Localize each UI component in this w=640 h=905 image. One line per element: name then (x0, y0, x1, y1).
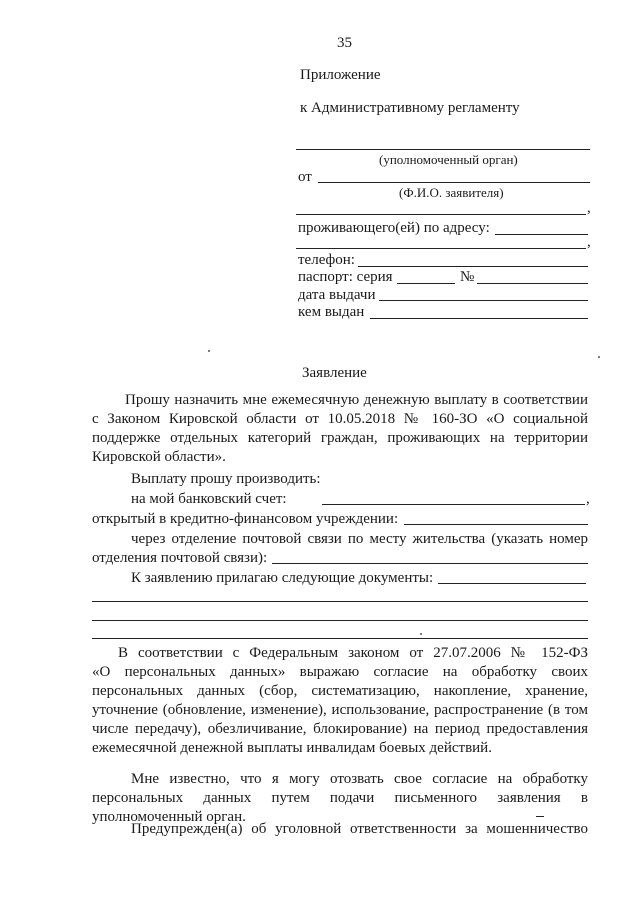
issue-date-label: дата выдачи (298, 287, 376, 303)
consent-line-1: В соответствии с Федеральным законом от 27.07.2006 № 152-ФЗ (118, 645, 588, 661)
applicant-extra-line (296, 214, 586, 215)
bank-account-label: на мой банковский счет: (131, 491, 287, 507)
attachments-label: К заявлению прилагаю следующие документы: (131, 570, 434, 586)
comma-3: , (586, 491, 590, 507)
issue-date-line (379, 300, 588, 301)
payment-label: Выплату прошу производить: (131, 471, 321, 487)
passport-series-label: паспорт: серия (298, 269, 393, 285)
revoke-line-3: уполномоченный орган. (92, 809, 246, 825)
revoke-mark (536, 816, 544, 817)
consent-line-5: числе передачу), обезличивание, блокирование) на период предоставления (92, 721, 588, 737)
request-paragraph (92, 391, 588, 467)
attachments-line-1 (438, 583, 586, 584)
request-line-4: Кировской области». (92, 449, 226, 465)
organ-caption: (уполномоченный орган) (379, 152, 518, 167)
address-field-line-1 (495, 234, 588, 235)
phone-label: телефон: (298, 252, 355, 268)
consent-paragraph (92, 644, 588, 758)
bank-name-line (404, 524, 588, 525)
attachments-line-3 (92, 620, 588, 621)
residing-label: проживающего(ей) по адресу: (298, 220, 490, 236)
consent-line-2: «О персональных данных» выражаю согласие на обработку своих (92, 664, 588, 680)
revoke-line-2: персональных данных путем подачи письменного заявления в (92, 790, 588, 806)
consent-line-3: персональных данных (сбор, систематизацию, накопление, хранение, (92, 683, 588, 699)
warning-line-1: Предупрежден(а) об уголовной ответственности за мошенничество (131, 821, 588, 837)
attachments-line-4 (92, 638, 588, 639)
address-field-line-2 (296, 248, 586, 249)
request-line-3: поддержке отдельных категорий граждан, проживающих на территории (92, 430, 588, 446)
post-office-line-1: через отделение почтовой связи по месту жительства (указать номер (131, 531, 588, 547)
post-office-line-2: отделения почтовой связи): (92, 550, 268, 566)
passport-series-line (397, 283, 455, 284)
scan-speck (208, 350, 210, 352)
appendix-heading: Приложение (300, 67, 381, 83)
warning-paragraph (92, 820, 588, 839)
passport-number-label: № (460, 269, 475, 285)
consent-line-6: ежемесячной денежной выплаты инвалидам боевых действий. (92, 740, 492, 756)
page-number: 35 (337, 35, 352, 51)
issued-by-line (370, 318, 588, 319)
issued-by-label: кем выдан (298, 304, 365, 320)
request-line-2: с Законом Кировской области от 10.05.2018 № 160-ЗО «О социальной (92, 411, 588, 427)
consent-line-4: уточнение (обновление, изменение), использование, распространение (в том (92, 702, 588, 718)
request-line-1: Прошу назначить мне ежемесячную денежную выплату в соответствии (125, 392, 588, 408)
scan-speck (598, 356, 600, 358)
comma-2: , (587, 234, 591, 250)
bank-account-line (322, 504, 585, 505)
regulation-reference: к Административному регламенту (300, 100, 520, 116)
statement-title: Заявление (302, 365, 367, 381)
passport-number-line (477, 283, 588, 284)
revoke-line-1: Мне известно, что я могу отозвать свое согласие на обработку (131, 771, 588, 787)
from-label: от (298, 169, 312, 185)
phone-field-line (358, 266, 588, 267)
attachments-line-2 (92, 601, 588, 602)
comma-1: , (587, 200, 591, 216)
scan-speck (420, 633, 422, 635)
revoke-paragraph (92, 770, 588, 827)
fio-caption: (Ф.И.О. заявителя) (399, 185, 504, 200)
post-office-number-line (272, 563, 588, 564)
bank-opened-label: открытый в кредитно-финансовом учреждении: (92, 511, 399, 527)
